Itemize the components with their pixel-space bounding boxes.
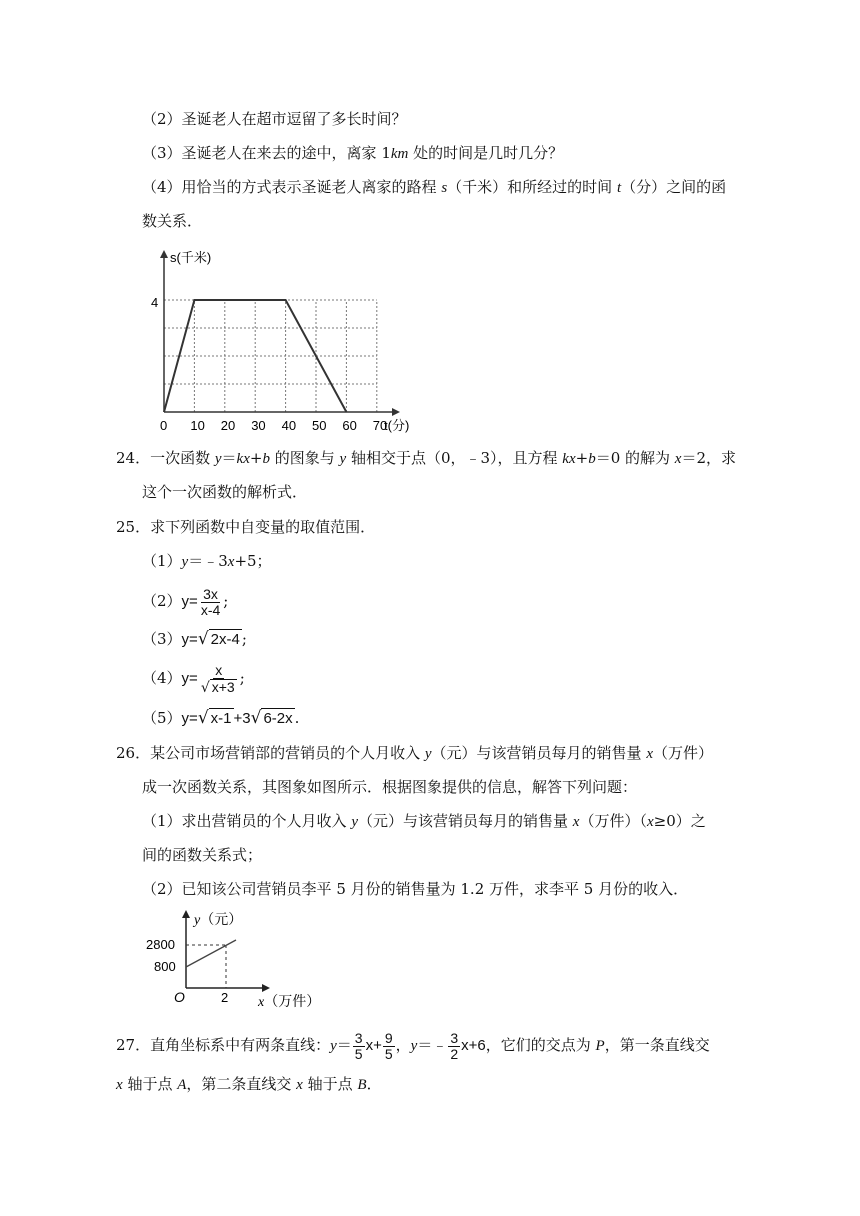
x-axis-arrow: [392, 408, 400, 416]
x-tick-label: 0: [160, 418, 168, 433]
q23-part4: （4）用恰当的方式表示圣诞老人离家的路程 s（千米）和所经过的时间 t（分）之间的函: [142, 178, 727, 196]
distance-time-chart: [148, 246, 420, 438]
x-tick-2: 2: [221, 990, 229, 1005]
fraction: $\frac{3x}{x-4}$: [200, 585, 221, 618]
q23-part3: （3）圣诞老人在来去的途中，离家 1km 处的时间是几时几分？: [142, 144, 564, 162]
y-tick-4: 4: [151, 295, 159, 310]
origin-label: O: [174, 989, 185, 1005]
q27-line1: 27．直角坐标系中有两条直线：y＝ $\frac{3}{5}$ x+ $\frac{9}{5}$ ，y＝﹣ $\frac{3}{2}$ x+6，它们的交点为 P，第一条直线交: [116, 1029, 710, 1062]
x-axis-label: x（万件）: [258, 993, 321, 1010]
q24-line1: 24．一次函数 y＝kx+b 的图象与 y 轴相交于点（0，﹣3），且方程 kx+b＝0 的解为 x＝2，求: [116, 449, 737, 467]
q26-part1: （1）求出营销员的个人月收入 y（元）与该营销员每月的销售量 x（万件）（x≥0）之: [142, 812, 706, 830]
y-axis-arrow: [182, 910, 190, 918]
y-tick-2800: 2800: [146, 937, 175, 952]
x-axis-arrow: [262, 984, 270, 992]
y-tick-800: 800: [154, 959, 176, 974]
q25-part3: （3）y=√ 2x-4 ;: [142, 629, 247, 649]
x-tick-label: 40: [281, 418, 297, 433]
sqrt-sign: √: [197, 629, 209, 649]
q25-part5: （5）y=√ x-1 +3√ 6-2x .: [142, 708, 300, 728]
x-tick-label: 50: [312, 418, 327, 433]
q24-line2: 这个一次函数的解析式．: [142, 483, 308, 501]
y-axis-label: s(千米): [170, 250, 212, 265]
fraction: $\frac{x}{√ x+3}$: [200, 661, 235, 696]
q25-part2: （2）y= $\frac{3x}{x-4}$ ;: [142, 585, 229, 618]
x-axis-label: t(分): [384, 418, 410, 433]
x-tick-label: 20: [220, 418, 236, 433]
x-tick-label: 70: [372, 418, 388, 433]
x-tick-label: 10: [190, 418, 205, 433]
q23-part2: （2）圣诞老人在超市逗留了多长时间？: [142, 110, 407, 128]
q26-line1: 26．某公司市场营销部的营销员的个人月收入 y（元）与该营销员每月的销售量 x（万件）: [116, 744, 713, 762]
q27-line2: x 轴于点 A，第二条直线交 x 轴于点 B．: [116, 1075, 382, 1093]
q25-part4: （4）y= $\frac{x}{√ x+3}$ ;: [142, 661, 245, 696]
q23-part4-cont: 数关系．: [142, 212, 203, 230]
q25-part1: （1）y＝﹣3x+5；: [142, 552, 272, 570]
income-series-line: [186, 940, 236, 967]
q25-title: 25．求下列函数中自变量的取值范围．: [116, 518, 376, 536]
x-tick-label: 30: [251, 418, 266, 433]
q26-line2: 成一次函数关系，其图象如图所示．根据图象提供的信息，解答下列问题：: [142, 778, 638, 796]
q26-part2: （2）已知该公司营销员李平 5 月份的销售量为 1.2 万件，求李平 5 月份的收入．: [142, 880, 689, 898]
y-axis-arrow: [160, 250, 168, 258]
x-tick-label: 60: [342, 418, 357, 433]
income-sales-chart: [146, 908, 321, 1012]
y-axis-label: y（元）: [194, 911, 243, 928]
q26-part1-cont: 间的函数关系式；: [142, 846, 263, 864]
